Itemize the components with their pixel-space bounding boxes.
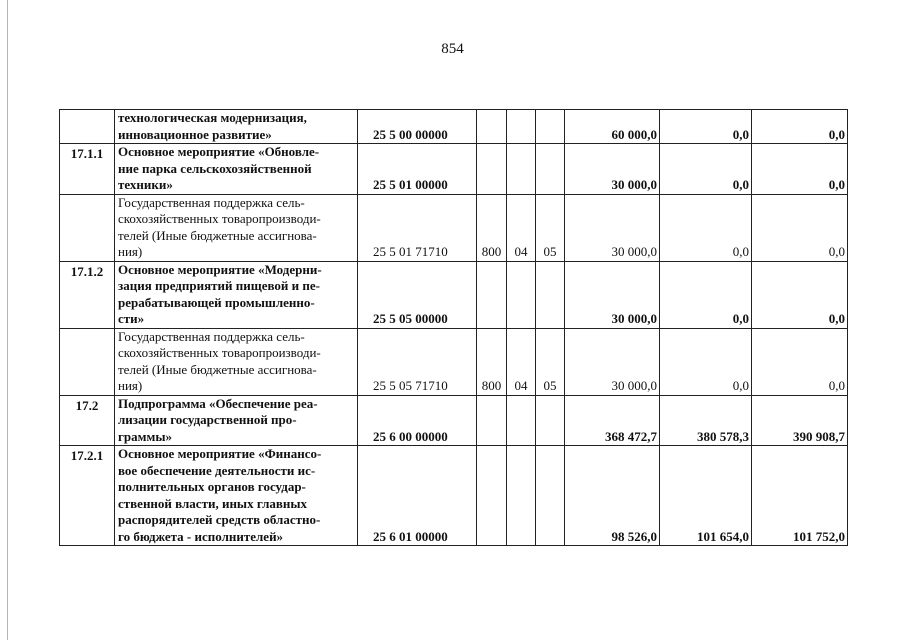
row-number-cell: 17.2.1 [60,446,115,546]
section-cell [507,446,536,546]
item-name-line: ния) [118,378,143,393]
item-name-line: телей (Иные бюджетные ассигнова- [118,227,317,243]
item-name-line: Основное мероприятие «Обновле- [118,144,320,159]
page-left-edge-line [7,0,8,640]
item-name-line: граммы» [118,428,172,444]
amount-year-2-cell: 0,0 [660,194,752,261]
item-name-line: инновационное развитие» [118,126,272,142]
expense-type-cell [477,446,507,546]
item-name-line: телей (Иные бюджетные ассигнова- [118,361,317,377]
amount-year-2-cell: 0,0 [660,110,752,144]
table-row [60,328,848,395]
subsection-cell [536,144,565,195]
item-name-cell [115,194,358,261]
amount-year-3-cell: 0,0 [752,110,848,144]
row-number-cell [60,328,115,395]
table-row [60,446,848,546]
table-row [60,144,848,195]
amount-year-1-cell: 368 472,7 [565,395,660,446]
amount-year-2-cell: 380 578,3 [660,395,752,446]
amount-year-1-cell: 60 000,0 [565,110,660,144]
table-row [60,110,848,144]
item-name-line: рерабатывающей промышленно- [118,294,315,310]
subsection-cell [536,110,565,144]
item-name-cell [115,110,358,144]
item-name-line: Государственная поддержка сель- [118,194,305,210]
section-cell [507,395,536,446]
expense-type-cell [477,261,507,328]
row-number-cell [60,194,115,261]
amount-year-1-cell: 30 000,0 [565,194,660,261]
section-cell [507,144,536,195]
item-name-line: Основное мероприятие «Финансо- [118,446,322,461]
section-cell: 04 [507,194,536,261]
section-cell [507,261,536,328]
row-number-cell [60,110,115,144]
amount-year-2-cell: 0,0 [660,144,752,195]
subsection-cell: 05 [536,194,565,261]
amount-year-3-cell: 0,0 [752,194,848,261]
item-name-line: зация предприятий пищевой и пе- [118,278,320,293]
subsection-cell [536,395,565,446]
item-name-line: скохозяйственных товаропроизводи- [118,345,321,360]
target-code-cell: 25 6 00 00000 [358,395,477,446]
target-code-cell: 25 5 05 71710 [358,328,477,395]
amount-year-1-cell: 30 000,0 [565,144,660,195]
item-name-line: Основное мероприятие «Модерни- [118,261,322,277]
amount-year-2-cell: 0,0 [660,261,752,328]
amount-year-1-cell: 30 000,0 [565,261,660,328]
target-code-cell: 25 5 01 71710 [358,194,477,261]
item-name-line: скохозяйственных товаропроизводи- [118,211,321,226]
subsection-cell: 05 [536,328,565,395]
item-name-line: Подпрограмма «Обеспечение реа- [118,395,318,411]
expense-type-cell: 800 [477,328,507,395]
amount-year-3-cell: 390 908,7 [752,395,848,446]
table-row [60,194,848,261]
item-name-line: технологическая модернизация, [118,110,307,125]
item-name-cell [115,395,358,446]
amount-year-2-cell: 101 654,0 [660,446,752,546]
item-name-cell [115,328,358,395]
item-name-line: сти» [118,311,145,326]
item-name-line: лизации государственной про- [118,412,297,427]
expense-type-cell: 800 [477,194,507,261]
item-name-line: ние парка сельскохозяйственной [118,160,312,176]
row-number-cell: 17.2 [60,395,115,446]
item-name-line: го бюджета - исполнителей» [118,528,284,544]
amount-year-3-cell: 101 752,0 [752,446,848,546]
expense-type-cell [477,395,507,446]
item-name-line: ственной власти, иных главных [118,495,308,511]
expense-type-cell [477,144,507,195]
budget-table-body [60,110,848,546]
item-name-cell [115,144,358,195]
item-name-line: полнительных органов государ- [118,479,306,494]
target-code-cell: 25 5 00 00000 [358,110,477,144]
amount-year-1-cell: 98 526,0 [565,446,660,546]
amount-year-3-cell: 0,0 [752,328,848,395]
item-name-line: вое обеспечение деятельности ис- [118,462,316,478]
amount-year-3-cell: 0,0 [752,261,848,328]
amount-year-3-cell: 0,0 [752,144,848,195]
item-name-line: техники» [118,177,173,192]
amount-year-2-cell: 0,0 [660,328,752,395]
amount-year-1-cell: 30 000,0 [565,328,660,395]
item-name-line: ния) [118,244,143,259]
target-code-cell: 25 5 01 00000 [358,144,477,195]
subsection-cell [536,261,565,328]
section-cell [507,110,536,144]
item-name-line: распорядителей средств областно- [118,512,321,527]
expense-type-cell [477,110,507,144]
page-number: 854 [441,41,464,57]
table-row [60,395,848,446]
section-cell: 04 [507,328,536,395]
item-name-cell [115,446,358,546]
subsection-cell [536,446,565,546]
item-name-line: Государственная поддержка сель- [118,328,305,344]
table-row [60,261,848,328]
row-number-cell: 17.1.1 [60,144,115,195]
budget-table [59,109,848,546]
target-code-cell: 25 5 05 00000 [358,261,477,328]
row-number-cell: 17.1.2 [60,261,115,328]
target-code-cell: 25 6 01 00000 [358,446,477,546]
item-name-cell [115,261,358,328]
